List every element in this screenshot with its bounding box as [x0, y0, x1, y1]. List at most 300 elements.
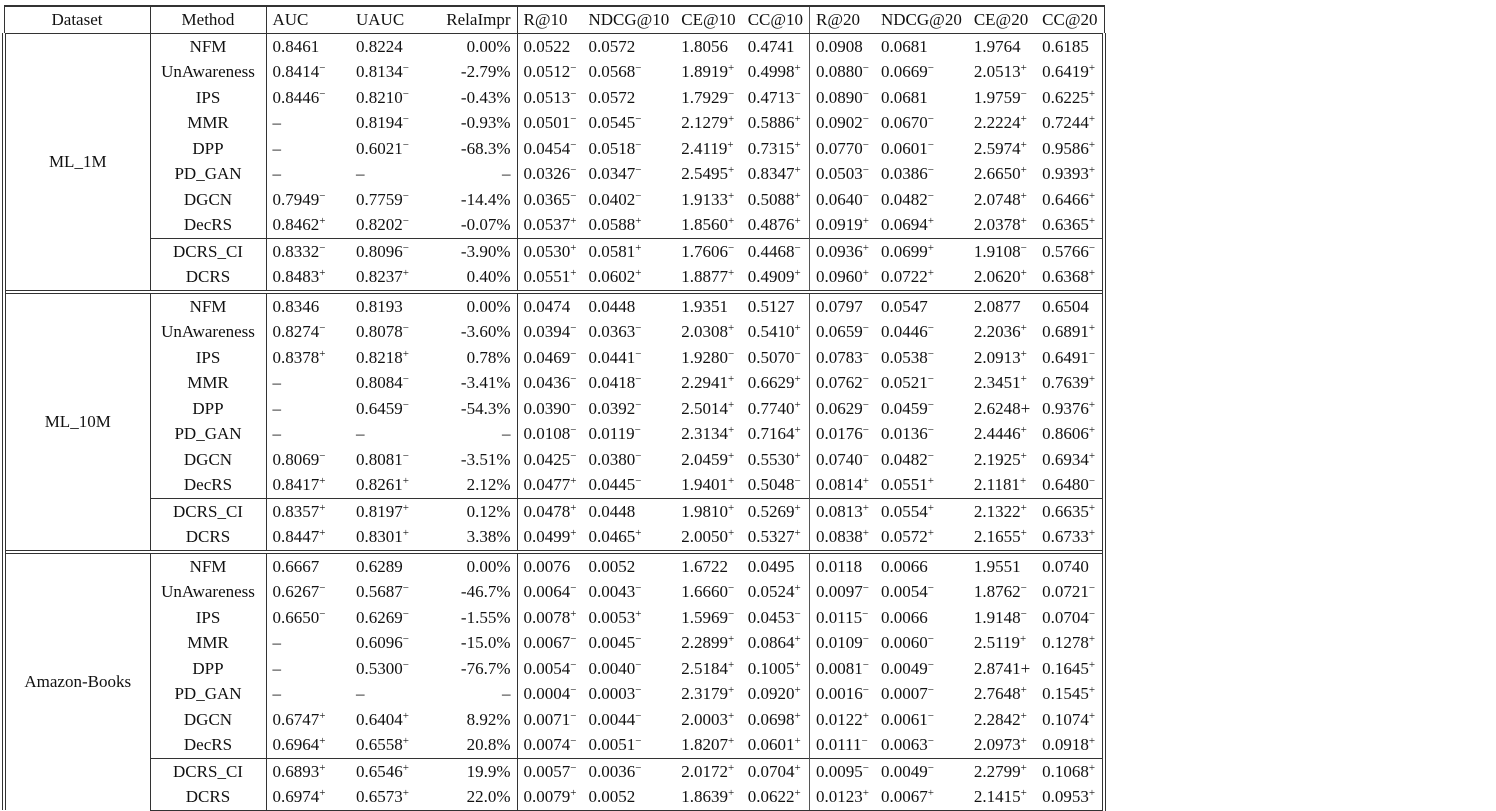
- significance-minus-mark: −: [1088, 475, 1096, 487]
- cell-auc: [266, 187, 350, 213]
- significance-minus-mark: −: [402, 658, 409, 671]
- cell-ndcg20: [875, 758, 968, 784]
- cell-cc20: [1036, 447, 1104, 473]
- cell-value: 0.6974: [272, 787, 320, 806]
- cell-r20: [810, 238, 875, 264]
- cell-r20: [810, 656, 875, 682]
- cell-value: 0.6365: [1042, 215, 1089, 234]
- significance-minus-mark: −: [635, 189, 642, 202]
- cell-ce20: [968, 345, 1036, 371]
- cell-value: 0.5300: [356, 658, 403, 678]
- cell-value: 2.0973: [973, 735, 1021, 754]
- cell-uauc: [350, 552, 433, 580]
- significance-plus-mark: +: [1020, 215, 1027, 227]
- cell-cc20: [1036, 85, 1104, 111]
- cell-uauc: [350, 264, 433, 292]
- significance-plus-mark: +: [402, 527, 409, 539]
- significance-plus-mark: +: [319, 347, 326, 360]
- significance-plus-mark: +: [927, 475, 934, 487]
- cell-value: 1.8207: [681, 735, 729, 754]
- cell-value: 1.9764: [973, 36, 1021, 56]
- cell-ce10: [675, 396, 741, 422]
- significance-plus-mark: +: [728, 164, 735, 176]
- cell-cc10: [742, 707, 810, 733]
- cell-value: 0.0864: [747, 633, 795, 652]
- cell-ce20: [968, 605, 1036, 631]
- cell-cc20: [1036, 187, 1104, 213]
- cell-ce10: [675, 656, 741, 682]
- cell-value: 0.0122: [816, 709, 863, 729]
- cell-value: -0.43%: [460, 87, 511, 107]
- cell-value: 0.7740: [747, 398, 795, 418]
- cell-ce20: [968, 656, 1036, 682]
- cell-value: 1.9401: [681, 475, 729, 494]
- cell-ce20: [968, 59, 1036, 85]
- cell-value: –: [272, 398, 281, 418]
- table-row: [4, 447, 1104, 473]
- cell-value: 0.4998: [747, 62, 795, 81]
- cell-r20: [810, 292, 875, 320]
- cell-uauc: [350, 732, 433, 758]
- cell-value: 0.8210: [356, 87, 403, 107]
- cell-value: -15.0%: [460, 633, 511, 652]
- cell-relaimpr: [433, 110, 517, 136]
- cell-ndcg20: [875, 707, 968, 733]
- cell-uauc: [350, 110, 433, 136]
- significance-minus-mark: −: [927, 424, 934, 436]
- cell-r20: [810, 264, 875, 292]
- cell-value: –: [502, 424, 511, 443]
- cell-value: 0.0060: [881, 633, 928, 652]
- significance-minus-mark: −: [862, 322, 869, 334]
- cell-value: 0.0054: [523, 658, 571, 678]
- cell-value: 1.5969: [681, 607, 729, 627]
- cell-value: 0.0601: [747, 735, 795, 754]
- cell-ndcg10: [582, 498, 675, 524]
- cell-r10: [517, 447, 582, 473]
- cell-ce10: [675, 681, 741, 707]
- significance-plus-mark: +: [728, 267, 735, 279]
- significance-minus-mark: −: [635, 164, 642, 176]
- significance-minus-mark: −: [927, 658, 934, 671]
- cell-value: 2.1655: [973, 527, 1021, 546]
- cell-value: 0.0066: [881, 556, 928, 576]
- cell-cc10: [742, 579, 810, 605]
- cell-uauc: [350, 187, 433, 213]
- cell-value: 2.6248+: [973, 398, 1031, 418]
- significance-minus-mark: −: [635, 709, 642, 722]
- cell-r10: [517, 421, 582, 447]
- header-cc20: CC@20: [1036, 6, 1104, 33]
- cell-cc20: [1036, 732, 1104, 758]
- header-r10: R@10: [517, 6, 582, 33]
- significance-minus-mark: −: [570, 424, 577, 436]
- cell-relaimpr: [433, 85, 517, 111]
- cell-r10: [517, 110, 582, 136]
- cell-value: 2.5495: [681, 164, 729, 183]
- cell-value: 2.3134: [681, 424, 729, 443]
- cell-value: 0.8447: [272, 527, 320, 546]
- cell-value: 2.6650: [973, 164, 1021, 183]
- significance-minus-mark: −: [862, 424, 869, 436]
- cell-uauc: [350, 292, 433, 320]
- cell-value: 0.0097: [816, 582, 863, 601]
- significance-minus-mark: −: [927, 633, 934, 645]
- cell-r10: [517, 605, 582, 631]
- significance-plus-mark: +: [1088, 684, 1096, 696]
- cell-ndcg10: [582, 605, 675, 631]
- cell-value: 0.0880: [816, 62, 863, 81]
- significance-minus-mark: −: [927, 735, 934, 747]
- cell-r20: [810, 85, 875, 111]
- cell-value: 0.0783: [816, 347, 863, 367]
- cell-ndcg20: [875, 498, 968, 524]
- significance-minus-mark: −: [1088, 241, 1096, 254]
- cell-value: 0.8081: [356, 449, 403, 469]
- cell-value: 0.0392: [588, 398, 636, 418]
- cell-value: 0.5048: [747, 475, 795, 494]
- significance-plus-mark: +: [1088, 709, 1096, 722]
- cell-relaimpr: [433, 605, 517, 631]
- significance-plus-mark: +: [1088, 398, 1096, 411]
- significance-minus-mark: −: [862, 449, 869, 462]
- significance-minus-mark: −: [402, 215, 409, 227]
- cell-r10: [517, 396, 582, 422]
- cell-ce20: [968, 33, 1036, 59]
- cell-value: 0.7759: [356, 189, 403, 209]
- cell-cc10: [742, 238, 810, 264]
- cell-value: 0.0953: [1042, 787, 1089, 806]
- cell-value: 0.0136: [881, 424, 928, 443]
- cell-value: 0.0890: [816, 87, 863, 107]
- cell-ce20: [968, 758, 1036, 784]
- cell-uauc: [350, 136, 433, 162]
- cell-uauc: [350, 421, 433, 447]
- cell-ndcg10: [582, 59, 675, 85]
- cell-value: 0.0441: [588, 347, 636, 367]
- cell-value: -3.41%: [460, 373, 511, 392]
- cell-value: 0.0365: [523, 189, 571, 209]
- cell-ndcg10: [582, 784, 675, 810]
- cell-value: 0.6021: [356, 138, 403, 158]
- cell-cc10: [742, 681, 810, 707]
- significance-plus-mark: +: [570, 267, 577, 279]
- cell-relaimpr: [433, 656, 517, 682]
- cell-value: -76.7%: [460, 658, 511, 678]
- cell-auc: [266, 319, 350, 345]
- table-row: [4, 345, 1104, 371]
- cell-auc: [266, 238, 350, 264]
- significance-plus-mark: +: [794, 189, 801, 202]
- header-row: [4, 6, 1104, 33]
- cell-cc20: [1036, 212, 1104, 238]
- cell-value: 0.0074: [523, 735, 571, 754]
- significance-minus-mark: −: [927, 373, 934, 385]
- cell-r20: [810, 33, 875, 59]
- cell-value: 0.0108: [523, 424, 571, 443]
- significance-plus-mark: +: [1020, 735, 1027, 747]
- cell-value: 0.7164: [747, 424, 795, 443]
- header-auc: AUC: [266, 6, 350, 33]
- table-row: [4, 552, 1104, 580]
- cell-value: 0.6891: [1042, 322, 1089, 341]
- cell-value: 0.8224: [356, 36, 403, 56]
- cell-value: -46.7%: [460, 582, 511, 601]
- cell-r10: [517, 681, 582, 707]
- cell-ce10: [675, 707, 741, 733]
- cell-value: 0.8346: [272, 296, 320, 316]
- significance-minus-mark: −: [862, 582, 869, 594]
- cell-relaimpr: [433, 579, 517, 605]
- cell-ce20: [968, 292, 1036, 320]
- cell-ndcg20: [875, 319, 968, 345]
- significance-minus-mark: −: [319, 87, 326, 100]
- cell-ce10: [675, 784, 741, 810]
- cell-ndcg10: [582, 552, 675, 580]
- cell-value: 0.0537: [523, 215, 571, 234]
- method-name: PD_GAN: [150, 161, 266, 187]
- cell-ce20: [968, 524, 1036, 552]
- cell-value: 0.0482: [881, 449, 928, 469]
- cell-r20: [810, 498, 875, 524]
- significance-minus-mark: −: [319, 62, 326, 74]
- cell-ce10: [675, 758, 741, 784]
- cell-r20: [810, 187, 875, 213]
- cell-r20: [810, 345, 875, 371]
- cell-cc10: [742, 85, 810, 111]
- significance-minus-mark: −: [319, 449, 326, 462]
- cell-value: 0.0474: [523, 296, 571, 316]
- cell-value: 0.8197: [356, 501, 403, 521]
- significance-minus-mark: −: [1020, 607, 1027, 620]
- cell-value: 0.0551: [523, 267, 571, 286]
- significance-plus-mark: +: [1020, 189, 1027, 202]
- cell-cc20: [1036, 784, 1104, 810]
- significance-plus-mark: +: [319, 735, 326, 747]
- significance-plus-mark: +: [728, 501, 735, 514]
- cell-relaimpr: [433, 136, 517, 162]
- significance-minus-mark: −: [862, 398, 869, 411]
- significance-minus-mark: −: [728, 347, 735, 360]
- cell-relaimpr: [433, 33, 517, 59]
- cell-ce10: [675, 264, 741, 292]
- significance-plus-mark: +: [927, 215, 934, 227]
- cell-value: 0.0524: [747, 582, 795, 601]
- cell-ce20: [968, 472, 1036, 498]
- cell-value: 8.92%: [466, 709, 511, 729]
- cell-auc: [266, 630, 350, 656]
- cell-value: 0.4468: [747, 241, 795, 261]
- cell-cc10: [742, 630, 810, 656]
- significance-minus-mark: −: [570, 138, 577, 151]
- cell-ce20: [968, 370, 1036, 396]
- dataset-label: ML_1M: [4, 33, 150, 292]
- significance-minus-mark: −: [570, 87, 577, 100]
- cell-r10: [517, 136, 582, 162]
- significance-plus-mark: +: [794, 373, 801, 385]
- cell-value: 0.0081: [816, 658, 863, 678]
- cell-r10: [517, 161, 582, 187]
- significance-plus-mark: +: [1088, 87, 1096, 100]
- cell-value: 0.0119: [588, 424, 635, 443]
- method-name: DecRS: [150, 212, 266, 238]
- cell-value: 0.0495: [747, 556, 795, 576]
- cell-ndcg10: [582, 732, 675, 758]
- cell-cc10: [742, 212, 810, 238]
- cell-ce10: [675, 292, 741, 320]
- cell-cc20: [1036, 630, 1104, 656]
- cell-value: 2.0308: [681, 322, 729, 341]
- cell-ce10: [675, 472, 741, 498]
- header-ndcg10: NDCG@10: [582, 6, 675, 33]
- cell-value: 0.0762: [816, 373, 863, 392]
- cell-value: 0.0908: [816, 36, 863, 56]
- cell-relaimpr: [433, 498, 517, 524]
- cell-value: 0.6466: [1042, 189, 1089, 209]
- method-name: UnAwareness: [150, 579, 266, 605]
- significance-plus-mark: +: [794, 684, 801, 696]
- cell-value: 0.0699: [881, 241, 928, 261]
- cell-value: 0.5886: [747, 113, 795, 132]
- cell-value: 0.0445: [588, 475, 636, 494]
- significance-plus-mark: +: [319, 787, 326, 799]
- cell-value: 0.0380: [588, 449, 636, 469]
- table-row: [4, 707, 1104, 733]
- significance-plus-mark: +: [728, 449, 735, 462]
- cell-r20: [810, 421, 875, 447]
- significance-minus-mark: −: [402, 241, 409, 254]
- cell-auc: [266, 370, 350, 396]
- significance-plus-mark: +: [319, 709, 326, 722]
- cell-r10: [517, 264, 582, 292]
- method-name: PD_GAN: [150, 421, 266, 447]
- cell-auc: [266, 345, 350, 371]
- cell-ndcg20: [875, 292, 968, 320]
- cell-value: 0.8446: [272, 87, 320, 107]
- significance-plus-mark: +: [402, 501, 409, 514]
- table-row: [4, 370, 1104, 396]
- cell-ce10: [675, 319, 741, 345]
- significance-plus-mark: +: [927, 527, 934, 539]
- cell-value: 2.3179: [681, 684, 729, 703]
- table-row: [4, 33, 1104, 59]
- significance-plus-mark: +: [862, 241, 869, 254]
- cell-value: 1.9351: [681, 296, 729, 316]
- cell-value: 0.0040: [588, 658, 636, 678]
- cell-relaimpr: [433, 707, 517, 733]
- cell-value: 0.0052: [588, 556, 636, 576]
- significance-minus-mark: −: [794, 475, 801, 487]
- table-row: [4, 579, 1104, 605]
- significance-minus-mark: −: [927, 322, 934, 334]
- cell-value: 2.0913: [973, 347, 1021, 367]
- significance-minus-mark: −: [402, 62, 409, 74]
- significance-plus-mark: +: [402, 475, 409, 487]
- significance-plus-mark: +: [1020, 373, 1027, 385]
- table-row: [4, 605, 1104, 631]
- cell-ndcg20: [875, 524, 968, 552]
- significance-minus-mark: −: [862, 87, 869, 100]
- significance-minus-mark: −: [402, 582, 409, 594]
- table-row: [4, 136, 1104, 162]
- cell-auc: [266, 498, 350, 524]
- significance-minus-mark: −: [862, 684, 869, 696]
- significance-minus-mark: −: [862, 633, 869, 645]
- significance-minus-mark: −: [927, 113, 934, 125]
- method-name: NFM: [150, 33, 266, 59]
- cell-value: 0.0436: [523, 373, 571, 392]
- cell-ce20: [968, 85, 1036, 111]
- significance-plus-mark: +: [728, 787, 735, 799]
- cell-r20: [810, 630, 875, 656]
- cell-cc20: [1036, 59, 1104, 85]
- cell-value: 0.4876: [747, 215, 795, 234]
- cell-value: 2.1279: [681, 113, 729, 132]
- cell-value: 0.0522: [523, 36, 571, 56]
- cell-value: 2.0459: [681, 449, 729, 469]
- cell-uauc: [350, 579, 433, 605]
- significance-minus-mark: −: [728, 87, 735, 100]
- significance-plus-mark: +: [728, 761, 735, 774]
- cell-r10: [517, 33, 582, 59]
- cell-ndcg10: [582, 292, 675, 320]
- cell-value: 1.9148: [973, 607, 1021, 627]
- significance-plus-mark: +: [728, 322, 735, 334]
- cell-cc20: [1036, 370, 1104, 396]
- significance-plus-mark: +: [1088, 62, 1096, 74]
- cell-cc20: [1036, 552, 1104, 580]
- significance-plus-mark: +: [927, 787, 934, 799]
- significance-plus-mark: +: [728, 633, 735, 645]
- cell-r20: [810, 732, 875, 758]
- cell-value: 0.6491: [1042, 347, 1089, 367]
- cell-ndcg10: [582, 447, 675, 473]
- cell-r10: [517, 630, 582, 656]
- cell-cc10: [742, 187, 810, 213]
- method-name: DCRS: [150, 784, 266, 810]
- header-ndcg20: NDCG@20: [875, 6, 968, 33]
- cell-ndcg10: [582, 396, 675, 422]
- significance-plus-mark: +: [794, 582, 801, 594]
- significance-plus-mark: +: [1088, 527, 1096, 539]
- significance-minus-mark: −: [319, 189, 326, 202]
- cell-cc20: [1036, 707, 1104, 733]
- significance-minus-mark: −: [635, 582, 642, 594]
- cell-ce10: [675, 212, 741, 238]
- cell-value: 1.8762: [973, 582, 1021, 601]
- cell-uauc: [350, 498, 433, 524]
- significance-plus-mark: +: [728, 735, 735, 747]
- cell-value: 0.0902: [816, 113, 863, 132]
- cell-uauc: [350, 784, 433, 810]
- cell-r20: [810, 524, 875, 552]
- significance-minus-mark: −: [635, 398, 642, 411]
- significance-plus-mark: +: [794, 761, 801, 774]
- cell-value: 2.0172: [681, 761, 729, 781]
- cell-value: 0.0499: [523, 527, 571, 546]
- method-name: DGCN: [150, 187, 266, 213]
- cell-ce20: [968, 421, 1036, 447]
- cell-uauc: [350, 524, 433, 552]
- significance-plus-mark: +: [727, 138, 734, 151]
- significance-plus-mark: +: [1088, 761, 1096, 774]
- cell-value: 0.0478: [523, 501, 571, 521]
- cell-ndcg20: [875, 264, 968, 292]
- significance-plus-mark: +: [794, 709, 801, 722]
- cell-ndcg20: [875, 136, 968, 162]
- cell-ndcg20: [875, 447, 968, 473]
- cell-value: 0.9376: [1042, 398, 1089, 418]
